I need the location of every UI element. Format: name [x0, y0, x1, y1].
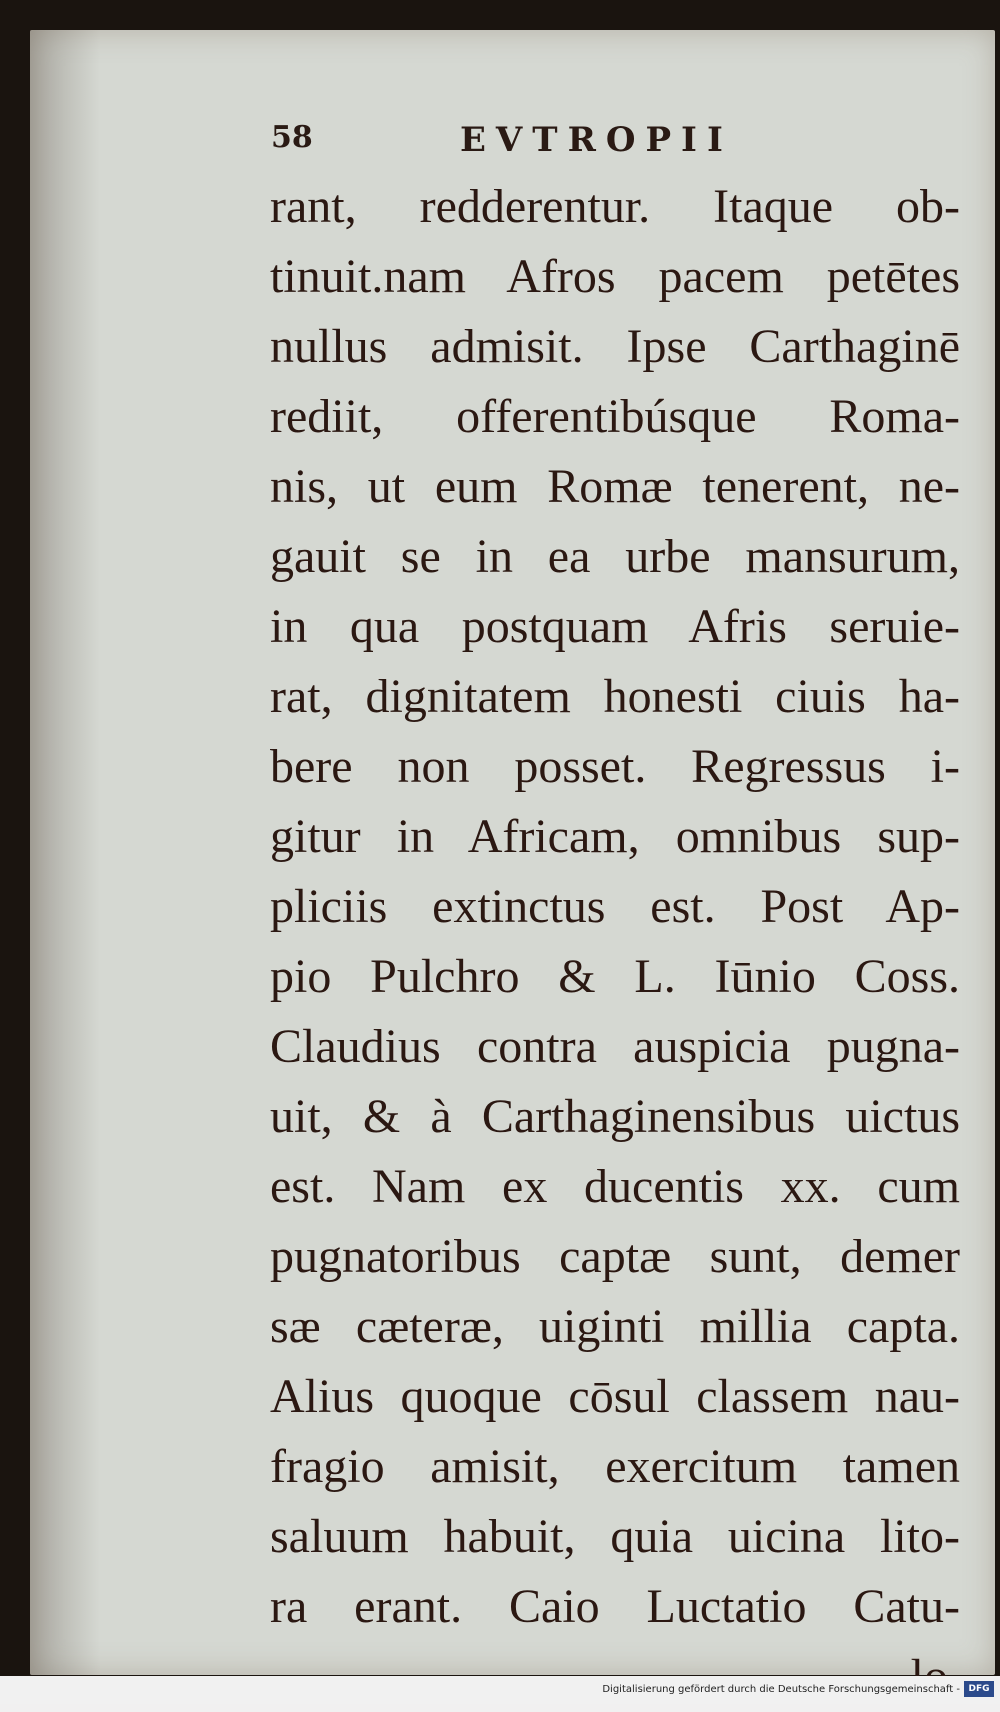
- text-line: nis, ut eum Romæ tenerent, ne-: [270, 460, 960, 513]
- text-line: sæ cæteræ, uiginti millia capta.: [270, 1300, 960, 1353]
- text-line: saluum habuit, quia uicina lito-: [270, 1510, 960, 1563]
- text-line: gauit se in ea urbe mansurum,: [270, 530, 960, 583]
- text-line: rediit, offerentibúsque Roma-: [270, 390, 960, 443]
- page-gutter-shadow: [30, 30, 100, 1675]
- text-line: Claudius contra auspicia pugna-: [270, 1020, 960, 1073]
- text-line: pliciis extinctus est. Post Ap-: [270, 880, 960, 933]
- page-number: 58: [271, 120, 313, 155]
- body-text: [270, 172, 970, 1712]
- page-header: [255, 120, 815, 172]
- funding-credit: Digitalisierung gefördert durch die Deutsche Forschungsgemeinschaft -: [602, 1684, 960, 1695]
- text-line: Alius quoque cōsul classem nau-: [270, 1370, 960, 1423]
- text-line: gitur in Africam, omnibus sup-: [270, 810, 960, 863]
- text-line: est. Nam ex ducentis xx. cum: [270, 1160, 960, 1213]
- dfg-logo: DFG: [964, 1681, 994, 1697]
- text-line: tinuit.nam Afros pacem petētes: [270, 250, 960, 303]
- text-line: nullus admisit. Ipse Carthaginē: [270, 320, 960, 373]
- text-line: uit, & à Carthaginensibus uictus: [270, 1090, 960, 1143]
- text-line: in qua postquam Afris seruie-: [270, 600, 960, 653]
- text-line: fragio amisit, exercitum tamen: [270, 1440, 960, 1493]
- digitization-footer: [0, 1676, 1000, 1704]
- text-line: rat, dignitatem honesti ciuis ha-: [270, 670, 960, 723]
- running-head: EVTROPII: [460, 120, 733, 160]
- text-line: pugnatoribus captæ sunt, demer: [270, 1230, 960, 1283]
- text-line: ra erant. Caio Luctatio Catu-: [270, 1580, 960, 1633]
- text-line: bere non posset. Regressus i-: [270, 740, 960, 793]
- text-line: rant, redderentur. Itaque ob-: [270, 180, 960, 233]
- text-line: pio Pulchro & L. Iūnio Coss.: [270, 950, 960, 1003]
